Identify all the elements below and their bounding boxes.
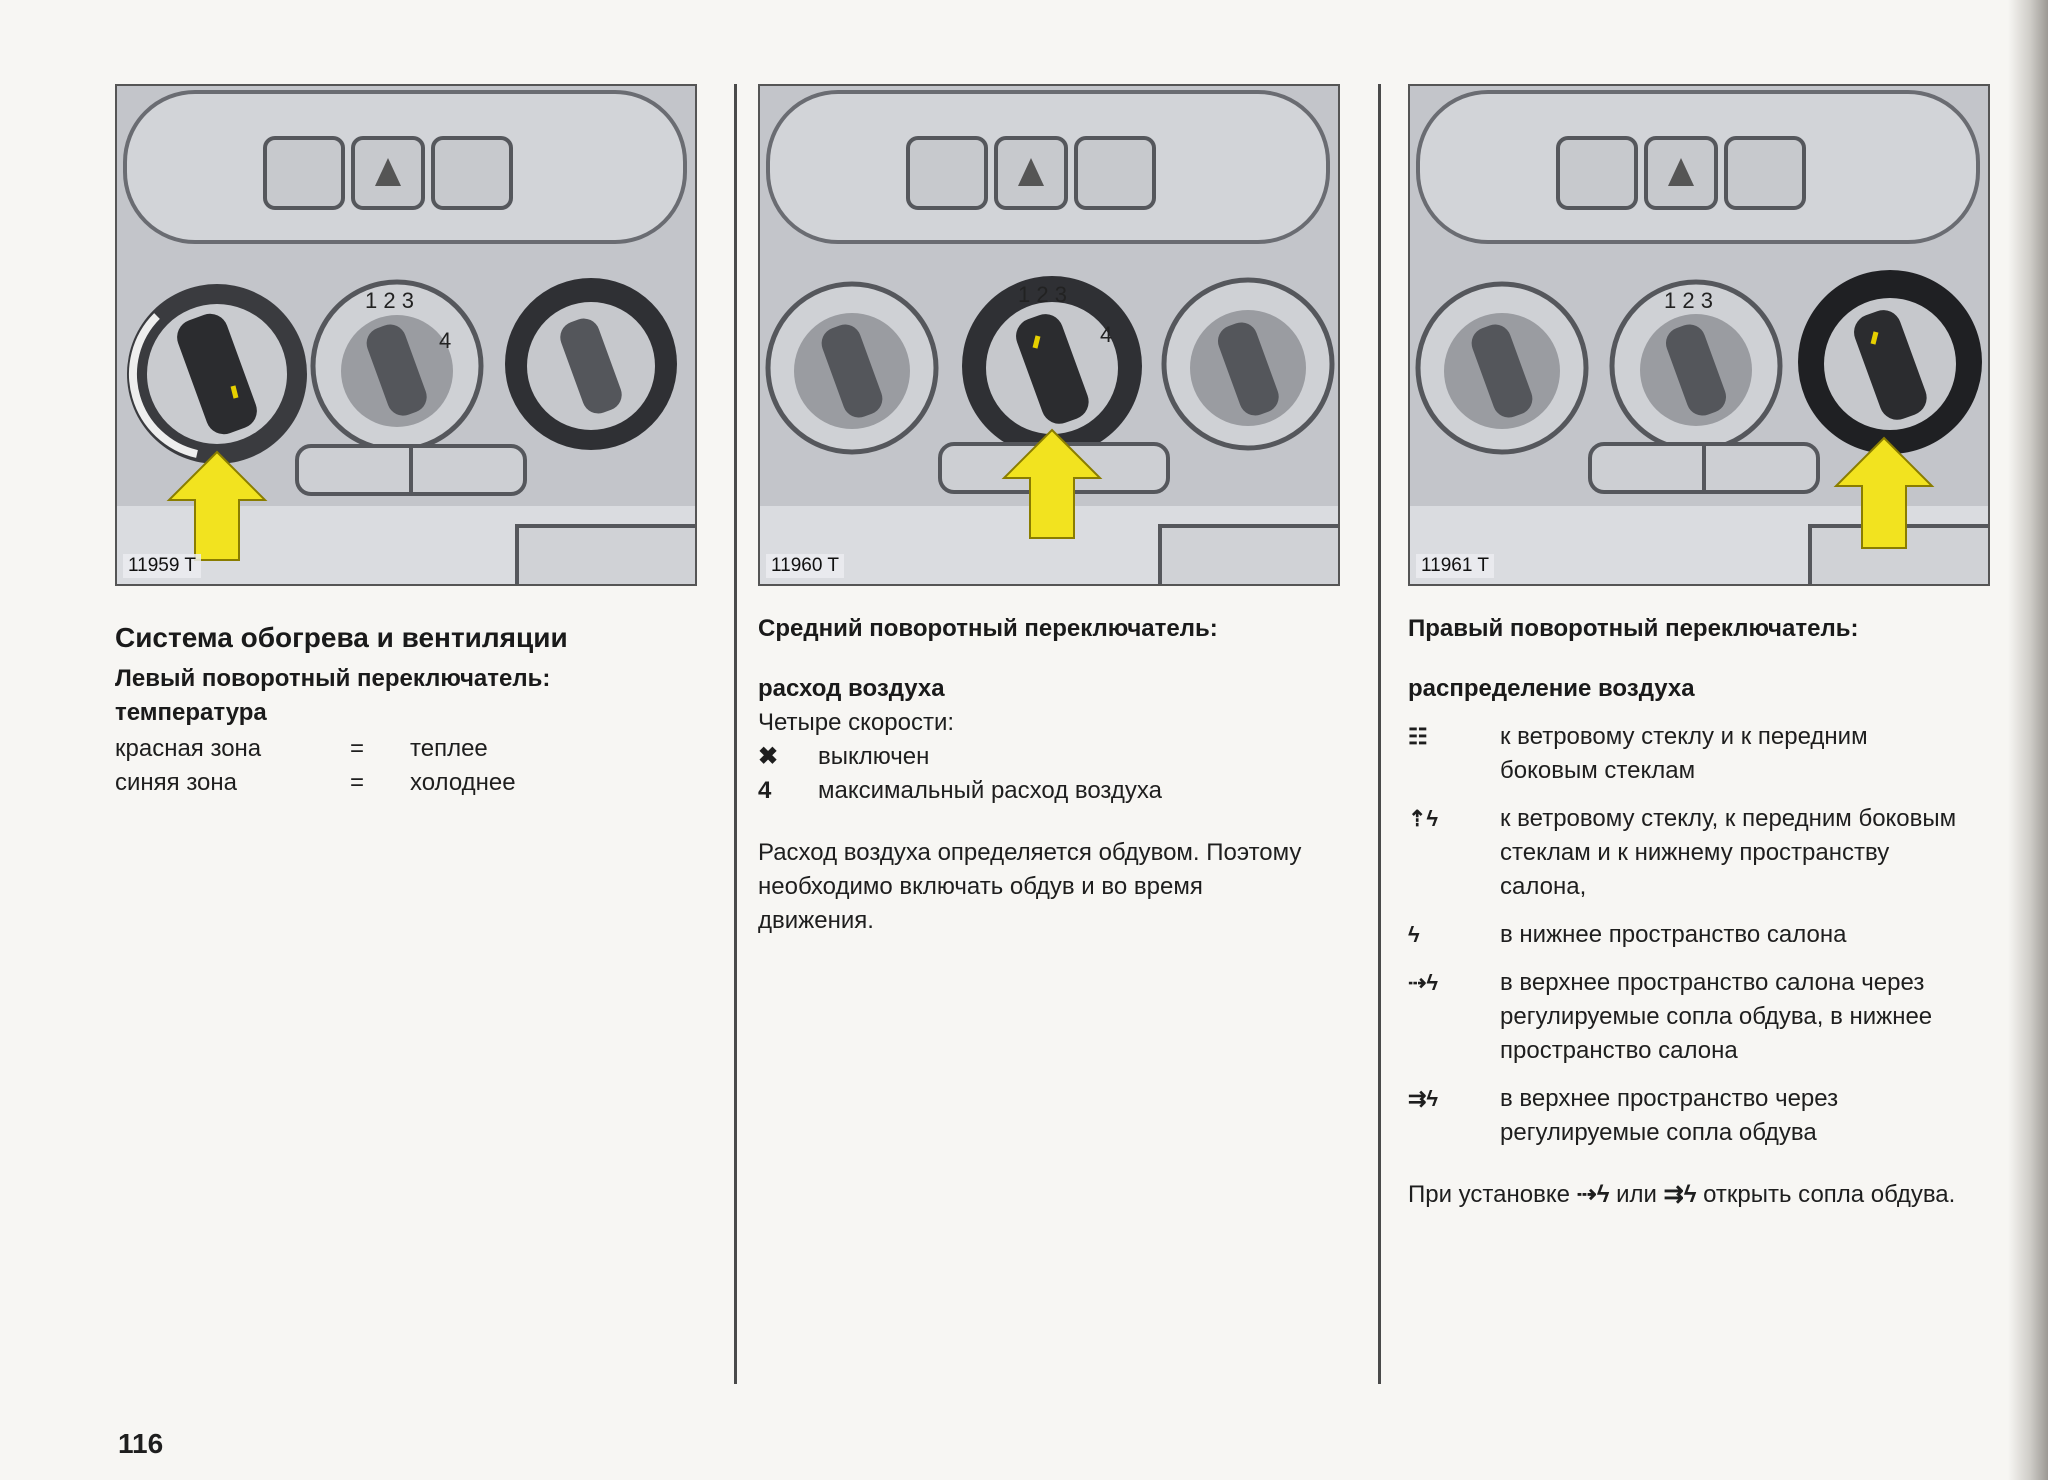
floor-icon: ϟ [1408,922,1420,947]
zone-value: холоднее [410,769,516,796]
list-item [1408,918,1990,952]
subheading: Левый поворотный переключатель: [115,665,551,692]
note-text: или [1616,1181,1657,1208]
mode-description: в верхнее пространство через регулируемые сопла обдува [1500,1085,1839,1146]
column-right [1408,84,1990,1384]
figure-code: 11961 T [1416,554,1494,578]
column-divider [734,84,737,1384]
note-text: открыть сопла обдува. [1703,1181,1956,1208]
svg-text:4: 4 [1100,322,1113,347]
page-number: 116 [118,1428,164,1459]
subheading: Средний поворотный переключатель: [758,615,1218,642]
vents-icon: ⇉ϟ [1663,1181,1697,1208]
mode-description: в нижнее пространство салона [1500,921,1847,948]
figure-distribution-knob [1408,84,1990,586]
section-title: Система обогрева и вентиляции [115,622,568,653]
vents-icon: ⇉ϟ [1408,1086,1439,1111]
speed-number: 4 [758,777,772,804]
subheading: распределение воздуха [1408,675,1695,702]
mode-description: к ветровому стеклу, к передним боковым стеклам и к нижнему пространству салона, [1500,805,1957,900]
table-row [115,732,516,766]
list-item [758,740,1340,774]
list-item [758,774,1340,808]
table-row [115,766,516,800]
temperature-table [115,732,516,800]
svg-text:1 2 3: 1 2 3 [1664,288,1713,313]
heater-panel-illustration [1410,86,1990,586]
figure-temperature-knob [115,84,697,586]
list-item [1408,720,1990,788]
windshield-and-floor-icon: ⇡ϟ [1408,806,1439,831]
note-text: При установке [1408,1181,1570,1208]
note-paragraph [1408,1178,1968,1212]
speed-description: выключен [818,743,930,770]
svg-text:1 2 3: 1 2 3 [365,288,414,313]
heater-panel-illustration [760,86,1340,586]
heater-panel-illustration [117,86,697,586]
list-item [1408,1082,1990,1150]
zone-label: синяя зона [115,769,238,796]
windshield-defrost-icon: ☷ [1408,724,1428,749]
subheading: расход воздуха [758,675,945,702]
body-paragraph: Расход воздуха определяется обдувом. Поэтому необходимо включать обдув и во время движения. [758,839,1302,934]
subheading: температура [115,699,267,726]
zone-label: красная зона [115,735,262,762]
figure-code: 11959 T [123,554,201,578]
equals-sign: = [350,769,365,796]
vents-and-floor-icon: ⇢ϟ [1576,1181,1610,1208]
speeds-intro: Четыре скорости: [758,709,955,736]
mode-description: к ветровому стеклу и к передним боковым стеклам [1500,723,1868,784]
vents-and-floor-icon: ⇢ϟ [1408,970,1439,995]
mode-description: в верхнее пространство салона через регулируемые сопла обдува, в нижнее пространство салона [1500,969,1933,1064]
subheading: Правый поворотный переключатель: [1408,615,1859,642]
column-divider [1378,84,1381,1384]
figure-fan-knob [758,84,1340,586]
svg-text:4: 4 [439,328,452,353]
zone-value: теплее [410,735,488,762]
figure-code: 11960 T [766,554,844,578]
equals-sign: = [350,735,365,762]
list-item [1408,966,1990,1068]
fan-off-icon: ✖ [758,743,779,770]
column-left [115,84,697,1384]
column-middle [758,84,1340,1384]
page-edge-shadow [2008,0,2048,1480]
list-item [1408,802,1990,904]
speed-description: максимальный расход воздуха [818,777,1162,804]
svg-text:1 2 3: 1 2 3 [1018,282,1067,307]
